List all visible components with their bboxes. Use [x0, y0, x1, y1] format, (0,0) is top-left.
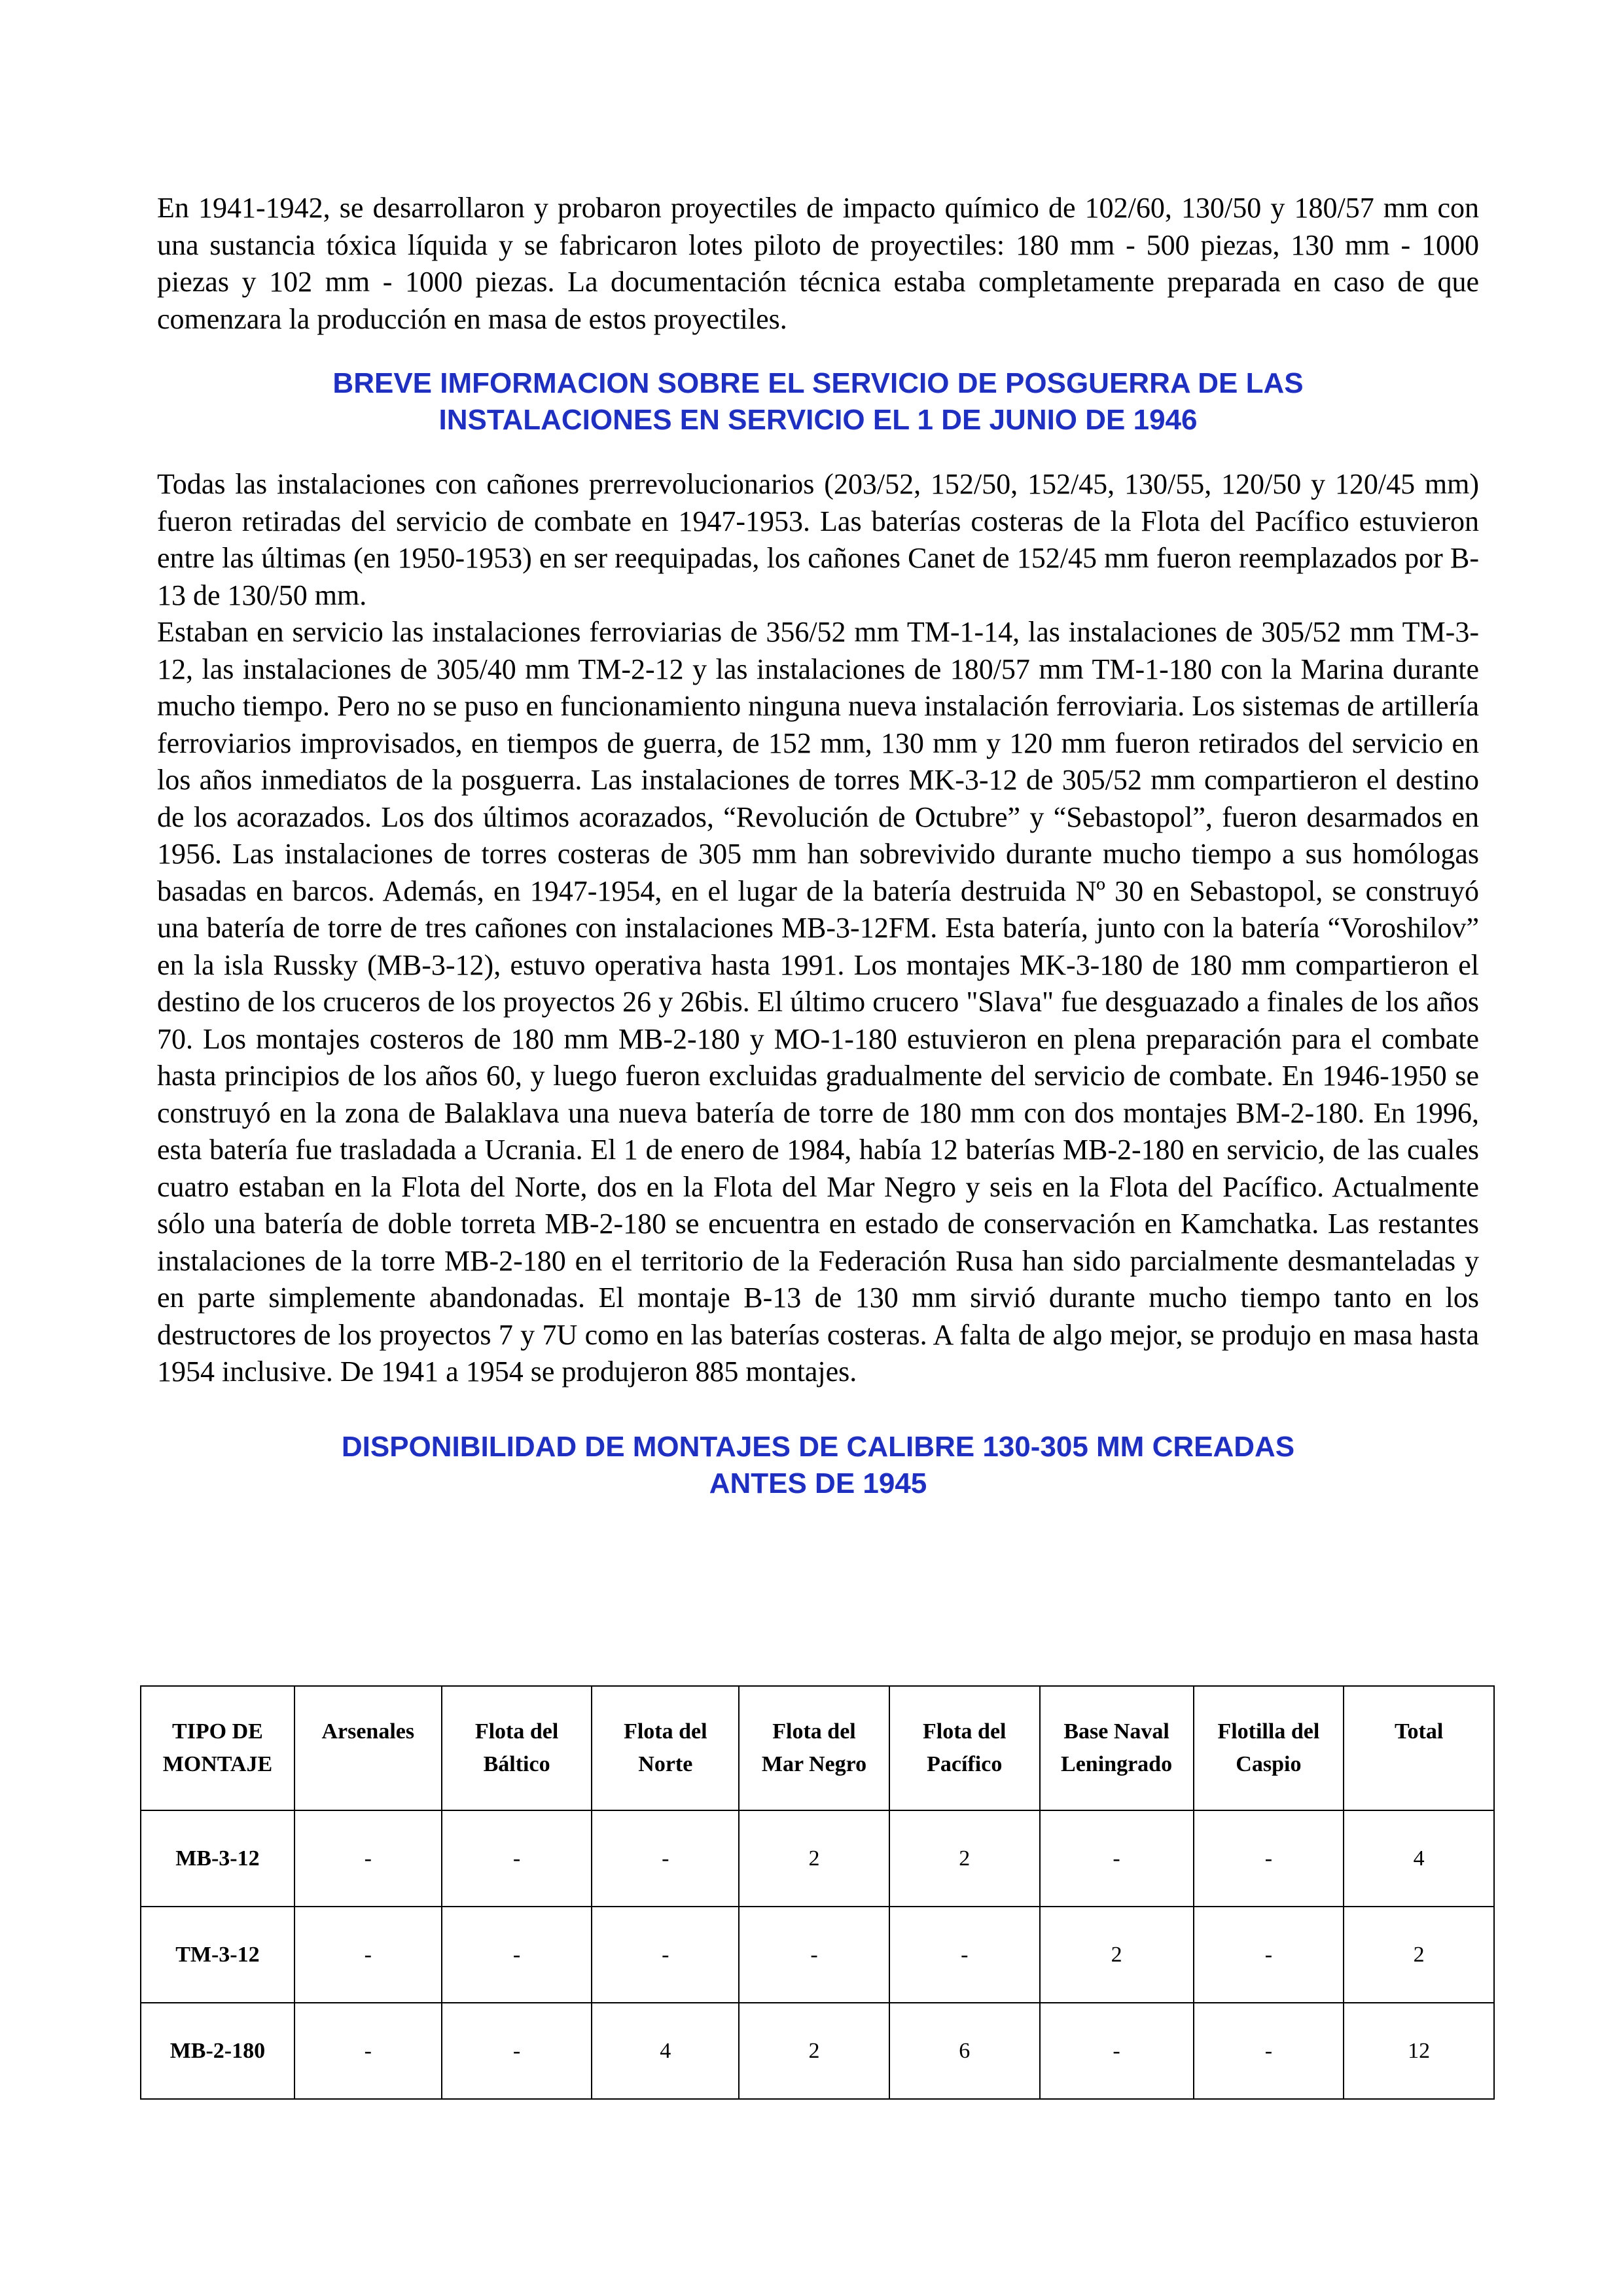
mounts-availability-table: [140, 1685, 1495, 2100]
table-cell: -: [1040, 1810, 1194, 1907]
table-cell: -: [442, 1810, 592, 1907]
table-cell: -: [1194, 1907, 1344, 2003]
col-header-flota-baltico: Flota del Báltico: [442, 1686, 592, 1810]
col-header-total: Total: [1344, 1686, 1494, 1810]
table-cell: 2: [1344, 1907, 1494, 2003]
row-header-cell: TM-3-12: [141, 1907, 294, 2003]
table-cell: 2: [739, 2003, 889, 2099]
table-row: [141, 1810, 1494, 1907]
heading-line: BREVE IMFORMACION SOBRE EL SERVICIO DE POSGUERRA DE LAS: [332, 367, 1304, 399]
heading-line: DISPONIBILIDAD DE MONTAJES DE CALIBRE 130-305 MM CREADAS: [341, 1430, 1295, 1463]
col-header-base-naval-leningrado: Base Naval Leningrado: [1040, 1686, 1194, 1810]
row-header-cell: MB-3-12: [141, 1810, 294, 1907]
table-row: [141, 1907, 1494, 2003]
heading-line: INSTALACIONES EN SERVICIO EL 1 DE JUNIO DE 1946: [438, 404, 1198, 436]
table-cell: -: [889, 1907, 1040, 2003]
heading-postwar-service: [157, 365, 1479, 439]
paragraph-prerevolutionary-guns: Todas las instalaciones con cañones prerrevolucionarios (203/52, 152/50, 152/45, 130/55, 120/50 y 120/45 mm) fueron retiradas del servicio de combate en 1947-1953. Las baterías costeras de la Flota del Pacífico estuvieron entre las últimas (en 1950-1953) en ser reequipadas, los cañones Canet de 152/45 mm fueron reemplazados por B-13 de 130/50 mm.: [157, 468, 1479, 611]
col-header-tipo-montaje: TIPO DE MONTAJE: [141, 1686, 294, 1810]
table-cell: 4: [1344, 1810, 1494, 1907]
table-cell: 2: [889, 1810, 1040, 1907]
table-cell: 12: [1344, 2003, 1494, 2099]
table-cell: -: [1194, 2003, 1344, 2099]
col-header-flota-mar-negro: Flota del Mar Negro: [739, 1686, 889, 1810]
col-header-arsenales: Arsenales: [294, 1686, 442, 1810]
table-cell: 4: [592, 2003, 739, 2099]
col-header-flota-pacifico: Flota del Pacífico: [889, 1686, 1040, 1810]
paragraph-railway-installations: Estaban en servicio las instalaciones ferroviarias de 356/52 mm TM-1-14, las instalaciones de 305/52 mm TM-3-12, las instalaciones de 305/40 mm TM-2-12 y las instalaciones de 180/57 mm TM-1-180 con la Marina durante mucho tiempo. Pero no se puso en funcionamiento ninguna nueva instalación ferroviaria. Los sistemas de artillería ferroviarios improvisados, en tiempos de guerra, de 152 mm, 130 mm y 120 mm fueron retirados del servicio en los años inmediatos de la posguerra. Las instalaciones de torres MK-3-12 de 305/52 mm compartieron el destino de los acorazados. Los dos últimos acorazados, “Revolución de Octubre” y “Sebastopol”, fueron desarmados en 1956. Las instalaciones de torres costeras de 305 mm han sobrevivido durante mucho tiempo a sus homólogas basadas en barcos. Además, en 1947-1954, en el lugar de la batería destruida Nº 30 en Sebastopol, se construyó una batería de torre de tres cañones con instalaciones MB-3-12FM. Esta batería, junto con la batería “Voroshilov” en la isla Russky (MB-3-12), estuvo operativa hasta 1991. Los montajes MK-3-180 de 180 mm compartieron el destino de los cruceros de los proyectos 26 y 26bis. El último crucero "Slava" fue desguazado a finales de los años 70. Los montajes costeros de 180 mm MB-2-180 y MO-1-180 estuvieron en plena preparación para el combate hasta principios de los años 60, y luego fueron excluidas gradualmente del servicio de combate. En 1946-1950 se construyó en la zona de Balaklava una nueva batería de torre de 180 mm con dos montajes BM-2-180. En 1996, esta batería fue trasladada a Ucrania. El 1 de enero de 1984, había 12 baterías MB-2-180 en servicio, de las cuales cuatro estaban en la Flota del Norte, dos en la Flota del Mar Negro y seis en la Flota del Pacífico. Actualmente sólo una batería de doble torreta MB-2-180 se encuentra en estado de conservación en Kamchatka. Las restantes instalaciones de la torre MB-2-180 en el territorio de la Federación Rusa han sido parcialmente desmanteladas y en parte simplemente abandonadas. El montaje B-13 de 130 mm sirvió durante mucho tiempo tanto en los destructores de los proyectos 7 y 7U como en las baterías costeras. A falta de algo mejor, se produjo en masa hasta 1954 inclusive. De 1941 a 1954 se produjeron 885 montajes.: [157, 616, 1479, 1388]
table-cell: -: [442, 2003, 592, 2099]
table-cell: -: [294, 1810, 442, 1907]
table-header-row: [141, 1686, 1494, 1810]
table-cell: 2: [1040, 1907, 1194, 2003]
table-cell: 2: [739, 1810, 889, 1907]
table-cell: -: [1040, 2003, 1194, 2099]
document-page: [157, 190, 1479, 1540]
table-cell: 6: [889, 2003, 1040, 2099]
table-cell: -: [739, 1907, 889, 2003]
col-header-flotilla-caspio: Flotilla del Caspio: [1194, 1686, 1344, 1810]
heading-line: ANTES DE 1945: [709, 1467, 927, 1499]
table-cell: -: [592, 1810, 739, 1907]
heading-availability: [157, 1429, 1479, 1502]
row-header-cell: MB-2-180: [141, 2003, 294, 2099]
table-cell: -: [1194, 1810, 1344, 1907]
table-cell: -: [442, 1907, 592, 2003]
col-header-flota-norte: Flota del Norte: [592, 1686, 739, 1810]
table-cell: -: [294, 1907, 442, 2003]
table-cell: -: [294, 2003, 442, 2099]
table-row: [141, 2003, 1494, 2099]
paragraph-chemical-shells: En 1941-1942, se desarrollaron y probaron proyectiles de impacto químico de 102/60, 130/50 y 180/57 mm con una sustancia tóxica líquida y se fabricaron lotes piloto de proyectiles: 180 mm - 500 piezas, 130 mm - 1000 piezas y 102 mm - 1000 piezas. La documentación técnica estaba completamente preparada en caso de que comenzara la producción en masa de estos proyectiles.: [157, 192, 1479, 335]
table-cell: -: [592, 1907, 739, 2003]
